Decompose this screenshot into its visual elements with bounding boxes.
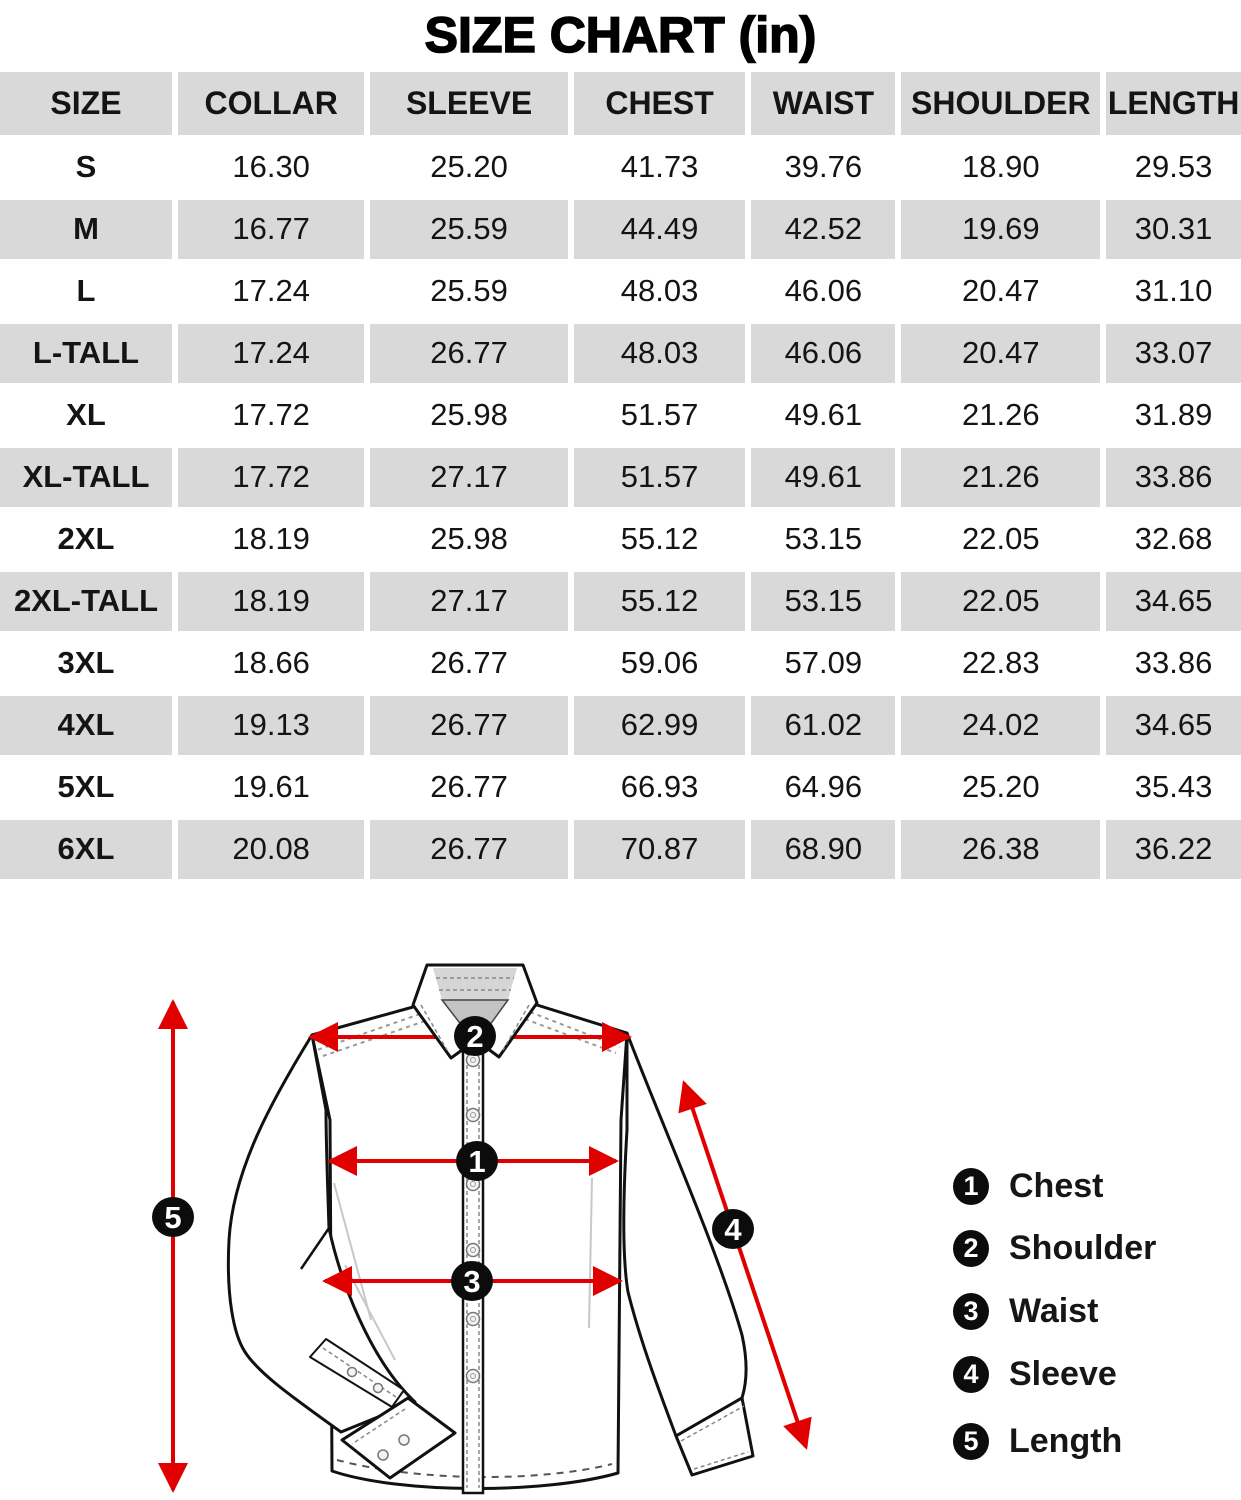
table-cell: 31.89 (1103, 384, 1241, 446)
table-cell: 66.93 (571, 756, 748, 818)
legend-item-length (953, 1422, 1122, 1460)
table-cell: 25.59 (367, 198, 571, 260)
size-chart-table (0, 72, 1241, 882)
column-header-collar: COLLAR (175, 72, 367, 136)
legend-label: Shoulder (1009, 1228, 1157, 1267)
table-cell: 20.08 (175, 818, 367, 880)
table-cell: 21.26 (898, 384, 1103, 446)
marker-circle-5 (152, 1197, 194, 1237)
table-cell: 18.90 (898, 136, 1103, 198)
table-cell: 26.77 (367, 818, 571, 880)
table-row-l-tall (0, 322, 1241, 384)
table-cell: 68.90 (748, 818, 898, 880)
table-row-xl (0, 384, 1241, 446)
table-cell: 18.19 (175, 508, 367, 570)
legend-item-chest (953, 1167, 1103, 1205)
table-cell: 19.13 (175, 694, 367, 756)
table-row-4xl (0, 694, 1241, 756)
table-cell: 33.86 (1103, 632, 1241, 694)
table-cell: 39.76 (748, 136, 898, 198)
table-row-l (0, 260, 1241, 322)
marker-circle-4 (712, 1209, 754, 1249)
column-header-shoulder: SHOULDER (898, 72, 1103, 136)
table-cell: 17.72 (175, 384, 367, 446)
table-cell: 21.26 (898, 446, 1103, 508)
table-cell: 26.77 (367, 756, 571, 818)
table-row-5xl (0, 756, 1241, 818)
table-cell: 48.03 (571, 260, 748, 322)
table-cell: 25.98 (367, 508, 571, 570)
table-cell: 49.61 (748, 446, 898, 508)
legend-label: Waist (1009, 1291, 1099, 1330)
table-cell: 30.31 (1103, 198, 1241, 260)
table-cell: 20.47 (898, 322, 1103, 384)
table-cell: 34.65 (1103, 570, 1241, 632)
legend-marker-2: 2 (953, 1230, 989, 1267)
table-cell: 25.98 (367, 384, 571, 446)
legend-label: Sleeve (1009, 1354, 1117, 1393)
table-cell: 24.02 (898, 694, 1103, 756)
column-header-size: SIZE (0, 72, 175, 136)
table-cell: 44.49 (571, 198, 748, 260)
legend-marker-5: 5 (953, 1423, 989, 1460)
table-cell: 32.68 (1103, 508, 1241, 570)
legend-item-sleeve (953, 1355, 1117, 1393)
table-row-3xl (0, 632, 1241, 694)
svg-text:4: 4 (724, 1212, 742, 1247)
size-label: 6XL (0, 818, 175, 880)
size-label: S (0, 136, 175, 198)
table-cell: 62.99 (571, 694, 748, 756)
table-cell: 29.53 (1103, 136, 1241, 198)
table-cell: 35.43 (1103, 756, 1241, 818)
size-label: 4XL (0, 694, 175, 756)
size-label: XL-TALL (0, 446, 175, 508)
size-label: XL (0, 384, 175, 446)
table-cell: 59.06 (571, 632, 748, 694)
table-cell: 25.59 (367, 260, 571, 322)
svg-text:1: 1 (468, 1144, 486, 1179)
table-cell: 42.52 (748, 198, 898, 260)
table-cell: 49.61 (748, 384, 898, 446)
marker-circle-2 (454, 1016, 496, 1056)
legend-marker-3: 3 (953, 1293, 989, 1330)
table-cell: 26.38 (898, 818, 1103, 880)
svg-text:3: 3 (463, 1264, 481, 1299)
table-cell: 25.20 (367, 136, 571, 198)
size-label: L-TALL (0, 322, 175, 384)
size-label: 2XL (0, 508, 175, 570)
legend-marker-1: 1 (953, 1168, 989, 1205)
table-cell: 26.77 (367, 694, 571, 756)
column-header-chest: CHEST (571, 72, 748, 136)
page-title: SIZE CHART (in) (424, 7, 817, 63)
table-cell: 48.03 (571, 322, 748, 384)
legend-marker-4: 4 (953, 1356, 989, 1393)
table-cell: 33.86 (1103, 446, 1241, 508)
marker-circle-1 (456, 1141, 498, 1181)
size-label: M (0, 198, 175, 260)
table-cell: 34.65 (1103, 694, 1241, 756)
table-cell: 25.20 (898, 756, 1103, 818)
column-header-sleeve: SLEEVE (367, 72, 571, 136)
table-cell: 17.72 (175, 446, 367, 508)
table-cell: 19.61 (175, 756, 367, 818)
column-header-waist: WAIST (748, 72, 898, 136)
table-cell: 22.05 (898, 570, 1103, 632)
legend-item-shoulder (953, 1229, 1156, 1267)
table-cell: 26.77 (367, 322, 571, 384)
table-cell: 53.15 (748, 508, 898, 570)
svg-text:5: 5 (164, 1200, 182, 1235)
marker-circle-3 (451, 1261, 493, 1301)
table-cell: 27.17 (367, 446, 571, 508)
table-row-6xl (0, 818, 1241, 880)
table-cell: 26.77 (367, 632, 571, 694)
svg-text:2: 2 (466, 1019, 484, 1054)
table-cell: 64.96 (748, 756, 898, 818)
table-cell: 46.06 (748, 322, 898, 384)
table-row-2xl (0, 508, 1241, 570)
table-cell: 36.22 (1103, 818, 1241, 880)
table-cell: 22.83 (898, 632, 1103, 694)
size-label: 3XL (0, 632, 175, 694)
size-label: 5XL (0, 756, 175, 818)
table-cell: 31.10 (1103, 260, 1241, 322)
column-header-length: LENGTH (1103, 72, 1241, 136)
table-header-row (0, 72, 1241, 136)
table-cell: 55.12 (571, 570, 748, 632)
legend-label: Length (1009, 1421, 1123, 1460)
table-cell: 55.12 (571, 508, 748, 570)
size-label: 2XL-TALL (0, 570, 175, 632)
legend-label: Chest (1009, 1166, 1104, 1205)
table-cell: 18.66 (175, 632, 367, 694)
table-cell: 19.69 (898, 198, 1103, 260)
table-cell: 46.06 (748, 260, 898, 322)
table-cell: 61.02 (748, 694, 898, 756)
table-cell: 41.73 (571, 136, 748, 198)
table-row-s (0, 136, 1241, 198)
table-cell: 53.15 (748, 570, 898, 632)
shirt-measurement-illustration (0, 920, 1241, 1500)
table-cell: 27.17 (367, 570, 571, 632)
table-cell: 51.57 (571, 384, 748, 446)
table-cell: 20.47 (898, 260, 1103, 322)
measurement-diagram (0, 920, 1241, 1500)
table-cell: 17.24 (175, 260, 367, 322)
table-cell: 17.24 (175, 322, 367, 384)
table-cell: 16.77 (175, 198, 367, 260)
table-cell: 70.87 (571, 818, 748, 880)
table-cell: 16.30 (175, 136, 367, 198)
legend-item-waist (953, 1292, 1098, 1330)
table-cell: 57.09 (748, 632, 898, 694)
table-row-2xl-tall (0, 570, 1241, 632)
table-cell: 18.19 (175, 570, 367, 632)
table-cell: 22.05 (898, 508, 1103, 570)
table-row-xl-tall (0, 446, 1241, 508)
size-label: L (0, 260, 175, 322)
table-cell: 33.07 (1103, 322, 1241, 384)
table-row-m (0, 198, 1241, 260)
table-cell: 51.57 (571, 446, 748, 508)
